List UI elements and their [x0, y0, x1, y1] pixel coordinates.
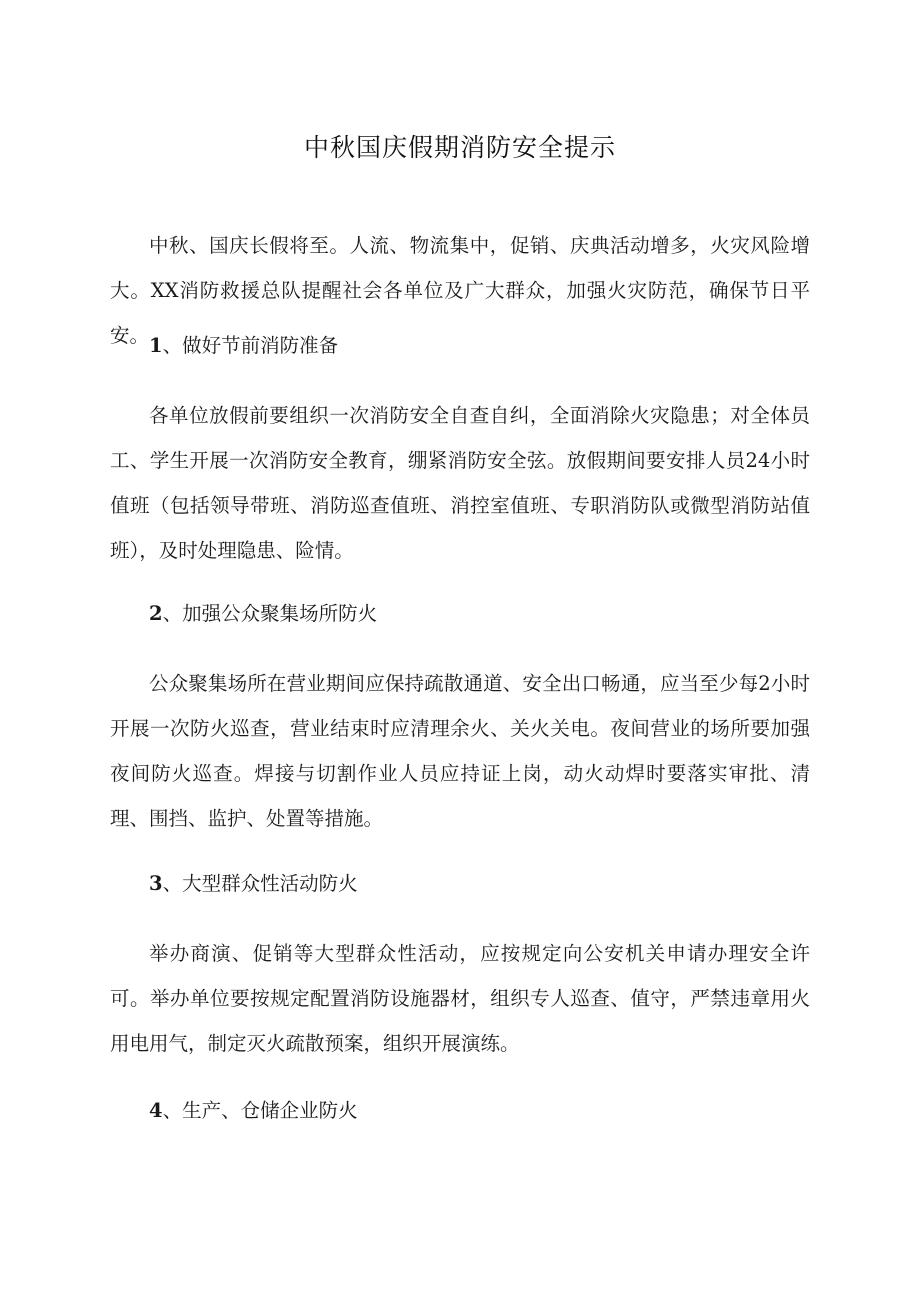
section-heading-text: 、做好节前消防准备	[162, 334, 339, 357]
section-body-3: 举办商演、促销等大型群众性活动，应按规定向公安机关申请办理安全许可。举办单位要按规定配置消防设施器材，组织专人巡查、值守，严禁违章用火用电用气，制定灭火疏散预案，组织开展演练。	[110, 942, 810, 1055]
section-body-2: 公众聚集场所在营业期间应保持疏散通道、安全出口畅通，应当至少每2小时开展一次防火巡查，营业结束时应清理余火、关火关电。夜间营业的场所要加强夜间防火巡查。焊接与切割作业人员应持证上岗，动火动焊时要落实审批、清理、围挡、监护、处置等措施。	[110, 672, 810, 830]
intro-paragraph: 中秋、国庆长假将至。人流、物流集中，促销、庆典活动增多，火灾风险增大。XX消防救援总队提醒社会各单位及广大群众，加强火灾防范，确保节日平安。	[110, 234, 810, 347]
section-number: 3	[149, 872, 163, 895]
section-heading-text: 、加强公众聚集场所防火	[162, 602, 378, 625]
section-heading-text: 、生产、仓储企业防火	[162, 1099, 358, 1122]
document-title: 中秋国庆假期消防安全提示	[303, 133, 616, 162]
section-heading-text: 、大型群众性活动防火	[162, 872, 358, 895]
section-heading-1	[149, 331, 809, 361]
section-number: 4	[149, 1099, 163, 1122]
section-number: 2	[149, 602, 163, 625]
section-heading-3	[149, 869, 809, 899]
section-number: 1	[149, 334, 163, 357]
section-body-1: 各单位放假前要组织一次消防安全自查自纠，全面消除火灾隐患；对全体员工、学生开展一次消防安全教育，绷紧消防安全弦。放假期间要安排人员24小时值班（包括领导带班、消防巡查值班、消控室值班、专职消防队或微型消防站值班），及时处理隐患、险情。	[110, 404, 810, 562]
section-heading-4	[149, 1096, 809, 1126]
section-heading-2	[149, 599, 809, 629]
